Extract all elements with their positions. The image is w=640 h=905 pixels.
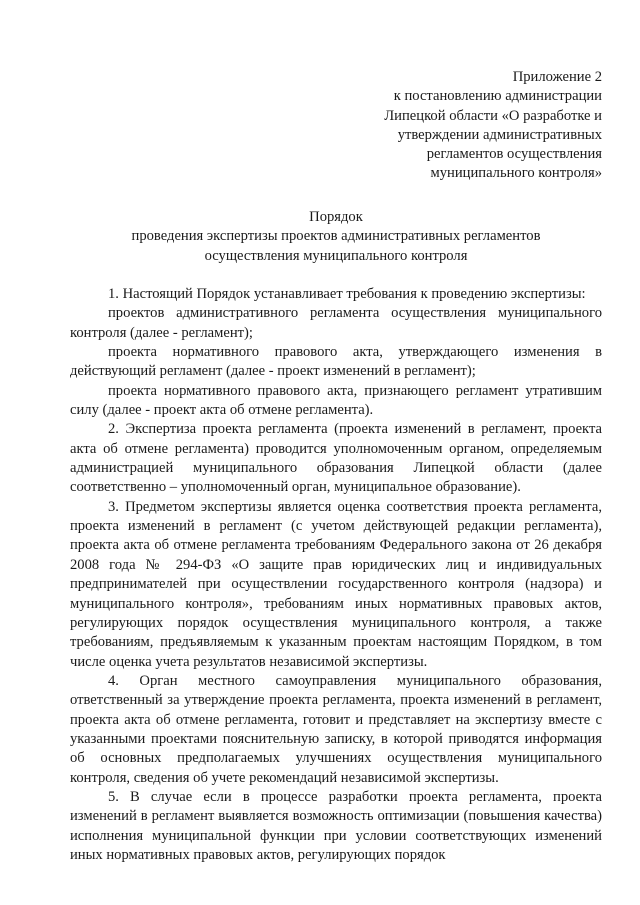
paragraph-1-item-2: проекта нормативного правового акта, утверждающего изменения в действующий регламент (далее - проект изменений в регламент); — [70, 344, 602, 380]
paragraph-2: 2. Экспертиза проекта регламента (проекта изменений в регламент, проекта акта об отмене регламента) проводится уполномоченным органом, определяемым администрацией муниципального образования Липецкой области (далее соответственно – уполномоченный орган, муниципальное образование). — [70, 421, 602, 496]
appendix-line: Приложение 2 — [512, 69, 602, 85]
appendix-line: к постановлению администрации — [393, 88, 602, 105]
document-title — [70, 208, 602, 266]
appendix-line: регламентов осуществления — [426, 146, 602, 163]
title-line-1: Порядок — [309, 209, 363, 225]
paragraph-1-item-1: проектов административного регламента осуществления муниципального контроля (далее - регламент); — [70, 305, 602, 341]
paragraph-5: 5. В случае если в процессе разработки проекта регламента, проекта изменений в регламент выявляется возможность оптимизации (повышения качества) исполнения муниципальной функции при условии соответствующих изменений иных нормативных правовых актов, регулирующих порядок — [70, 788, 602, 863]
document-body — [70, 285, 602, 865]
appendix-header — [300, 68, 602, 184]
appendix-line: Липецкой области «О разработке и — [384, 107, 602, 124]
appendix-line: муниципального контроля» — [430, 165, 602, 182]
paragraph-3: 3. Предметом экспертизы является оценка соответствия проекта регламента, проекта изменений в регламент (с учетом действующей редакции регламента), проекта акта об отмене регламента требованиям Федерального закона от 26 декабря 2008 года № 294-ФЗ «О защите прав юридических лиц и индивидуальных предпринимателей при осуществлении государственного контроля (надзора) и муниципального контроля», требованиям иных нормативных правовых актов, регулирующих порядок осуществления муниципального контроля, а также требованиям, предъявляемым к указанным проектам настоящим Порядком, в том числе оценка учета результатов независимой экспертизы. — [70, 498, 602, 670]
paragraph-4: 4. Орган местного самоуправления муниципального образования, ответственный за утверждение проекта регламента, проекта изменений в регламент, проекта акта об отмене регламента, готовит и представляет на экспертизу вместе с указанными проектами пояснительную записку, в которой приводятся информация об основных предполагаемых улучшениях осуществления муниципального контроля, сведения об учете рекомендаций независимой экспертизы. — [70, 672, 602, 786]
title-line-2: проведения экспертизы проектов административных регламентов — [131, 228, 541, 245]
title-line-3: осуществления муниципального контроля — [204, 247, 468, 264]
paragraph-1: 1. Настоящий Порядок устанавливает требования к проведению экспертизы: — [108, 286, 586, 302]
appendix-line: утверждении административных — [397, 126, 602, 143]
paragraph-1-item-3: проекта нормативного правового акта, признающего регламент утратившим силу (далее - проект акта об отмене регламента). — [70, 382, 602, 419]
